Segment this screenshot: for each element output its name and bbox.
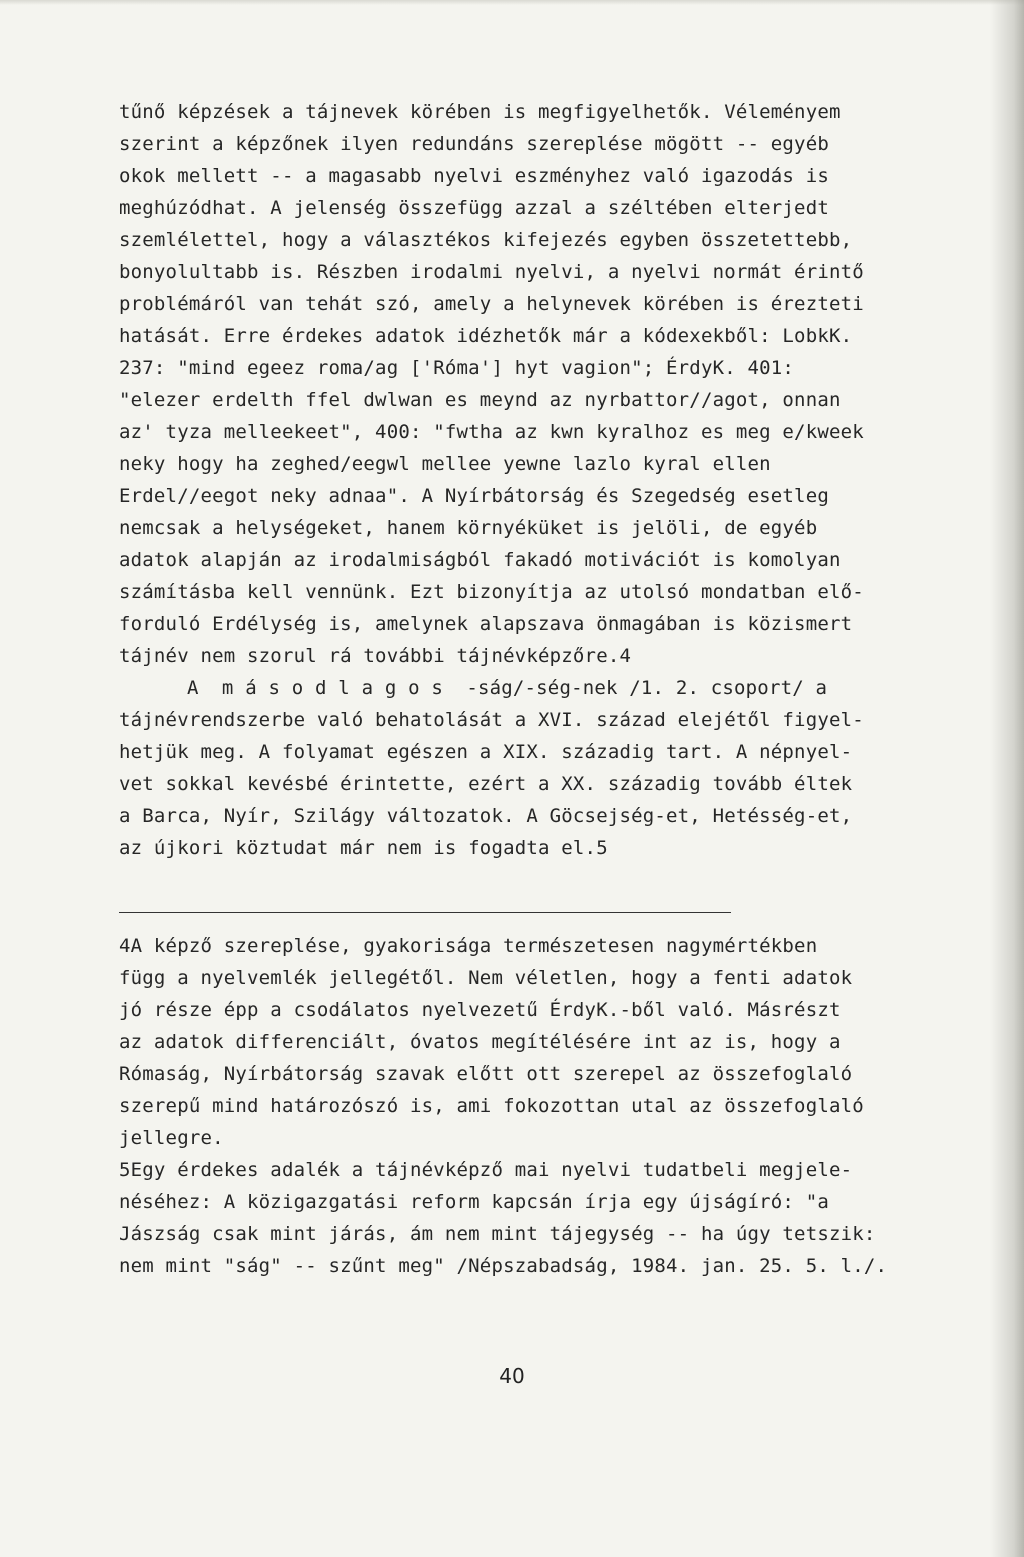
footnote-line: 5Egy érdekes adalék a tájnévképző mai nyelvi tudatbeli megjele- — [119, 1159, 853, 1181]
footnote-line: függ a nyelvemlék jellegétől. Nem véletlen, hogy a fenti adatok — [119, 967, 853, 989]
scan-right-edge-shadow — [990, 0, 1024, 1557]
body-line: bonyolultabb is. Részben irodalmi nyelvi, a nyelvi normát érintő — [119, 261, 864, 283]
footnote-line: szerepű mind határozószó is, ami fokozottan utal az összefoglaló — [119, 1095, 864, 1117]
footnote-line: Jászság csak mint járás, ám nem mint tájegység -- ha úgy tetszik: — [119, 1223, 876, 1245]
body-line: A m á s o d l a g o s -ság/-ség-nek /1. 2. csoport/ a — [187, 677, 828, 699]
body-line: a Barca, Nyír, Szilágy változatok. A Göcsejség-et, Hetésség-et, — [119, 805, 853, 827]
body-line: problémáról van tehát szó, amely a helynevek körében is érezteti — [119, 293, 864, 315]
body-line: szerint a képzőnek ilyen redundáns szereplése mögött -- egyéb — [119, 133, 829, 155]
body-line: okok mellett -- a magasabb nyelvi eszményhez való igazodás is — [119, 165, 829, 187]
body-line: vet sokkal kevésbé érintette, ezért a XX. századig tovább éltek — [119, 773, 853, 795]
body-line: meghúzódhat. A jelenség összefügg azzal a széltében elterjedt — [119, 197, 829, 219]
body-line: az újkori köztudat már nem is fogadta el.5 — [119, 837, 608, 859]
body-line: hatását. Erre érdekes adatok idézhetők már a kódexekből: LobkK. — [119, 325, 853, 347]
footnote-line: nem mint "ság" -- szűnt meg" /Népszabadság, 1984. jan. 25. 5. l./. — [119, 1255, 888, 1277]
page-number: 40 — [499, 1364, 525, 1388]
scan-top-edge — [0, 0, 1024, 5]
body-line: tűnő képzések a tájnevek körében is megfigyelhetők. Véleményem — [119, 101, 841, 123]
footnote-line: jó része épp a csodálatos nyelvezetű ÉrdyK.-ből való. Másrészt — [119, 999, 841, 1021]
footnote-line: néséhez: A közigazgatási reform kapcsán írja egy újságíró: "a — [119, 1191, 829, 1213]
body-line: számításba kell vennünk. Ezt bizonyítja az utolsó mondatban elő- — [119, 581, 864, 603]
footnote-line: jellegre. — [119, 1127, 224, 1149]
footnote-line: 4A képző szereplése, gyakorisága természetesen nagymértékben — [119, 935, 818, 957]
body-line: 237: "mind egeez roma/ag ['Róma'] hyt vagion"; ÉrdyK. 401: — [119, 357, 795, 379]
body-line: nemcsak a helységeket, hanem környéküket is jelöli, de egyéb — [119, 517, 818, 539]
body-line: szemlélettel, hogy a választékos kifejezés egyben összetettebb, — [119, 229, 853, 251]
body-line: tájnévrendszerbe való behatolását a XVI. század elejétől figyel- — [119, 709, 864, 731]
body-line: forduló Erdélység is, amelynek alapszava önmagában is közismert — [119, 613, 853, 635]
body-line: "elezer erdelth ffel dwlwan es meynd az nyrbattor//agot, onnan — [119, 389, 841, 411]
body-line: az' tyza melleekeet", 400: "fwtha az kwn kyralhoz es meg e/kweek — [119, 421, 864, 443]
footnote-line: Rómaság, Nyírbátorság szavak előtt ott szerepel az összefoglaló — [119, 1063, 853, 1085]
body-line: tájnév nem szorul rá további tájnévképzőre.4 — [119, 645, 632, 667]
body-line: hetjük meg. A folyamat egészen a XIX. századig tart. A népnyel- — [119, 741, 853, 763]
body-line: Erdel//eegot neky adnaa". A Nyírbátorság és Szegedség esetleg — [119, 485, 829, 507]
footnote-separator — [119, 912, 731, 913]
footnote-line: az adatok differenciált, óvatos megítélésére int az is, hogy a — [119, 1031, 841, 1053]
body-line: adatok alapján az irodalmiságból fakadó motivációt is komolyan — [119, 549, 841, 571]
body-line: neky hogy ha zeghed/eegwl mellee yewne lazlo kyral ellen — [119, 453, 771, 475]
